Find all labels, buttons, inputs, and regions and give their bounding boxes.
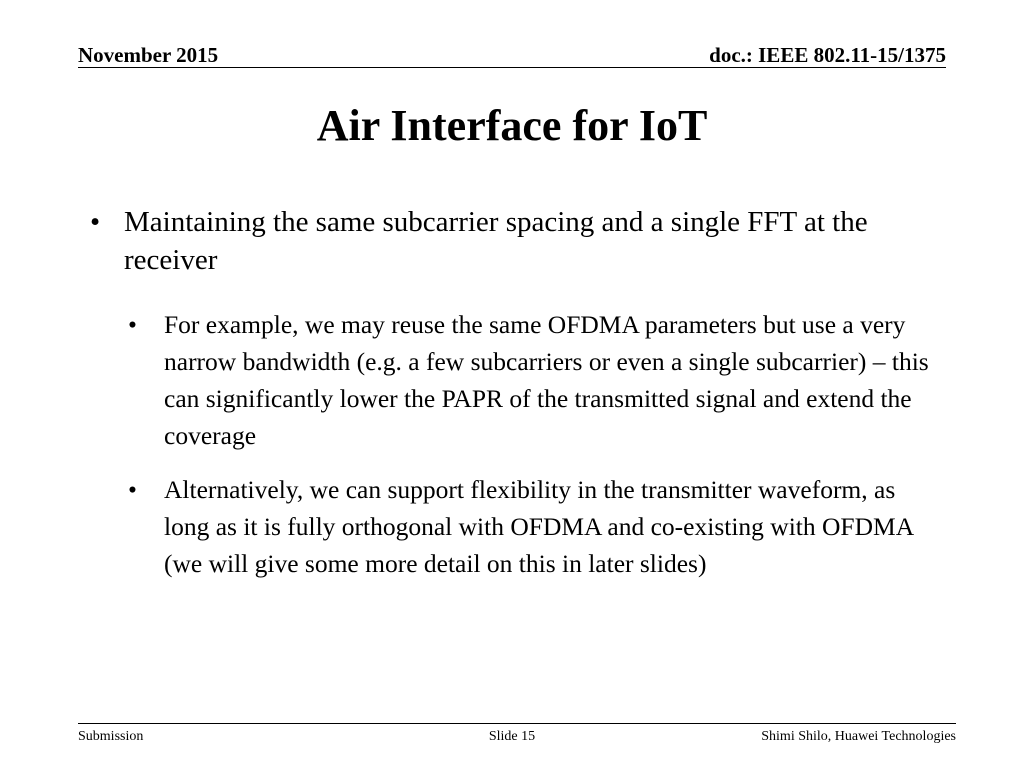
bullet-mark: • (128, 475, 137, 504)
header-date: November 2015 (78, 43, 219, 67)
slide-title: Air Interface for IoT (316, 101, 708, 150)
header-doc-number: doc.: IEEE 802.11-15/1375 (709, 43, 946, 67)
footer-author: Shimi Shilo, Huawei Technologies (761, 729, 956, 744)
footer-divider (78, 723, 956, 724)
footer-slide-number: Slide 15 (488, 729, 536, 744)
footer-submission: Submission (78, 729, 144, 744)
header-divider (78, 67, 946, 68)
bullet-text: Alternatively, we can support flexibility in the transmitter waveform, as long as it is fully orthogonal with OFDMA and co-existing with OFDMA (we will give some more detail on this in later slides) (164, 475, 913, 578)
bullet-text: For example, we may reuse the same OFDMA parameters but use a very narrow bandwidth (e.g. a few subcarriers or even a single subcarrier) – this can significantly lower the PAPR of the transmitted signal and extend the coverage (164, 310, 929, 450)
bullet-text: Maintaining the same subcarrier spacing and a single FFT at the receiver (124, 206, 868, 276)
bullet-mark: • (128, 310, 137, 339)
bullet-mark: • (90, 206, 101, 238)
